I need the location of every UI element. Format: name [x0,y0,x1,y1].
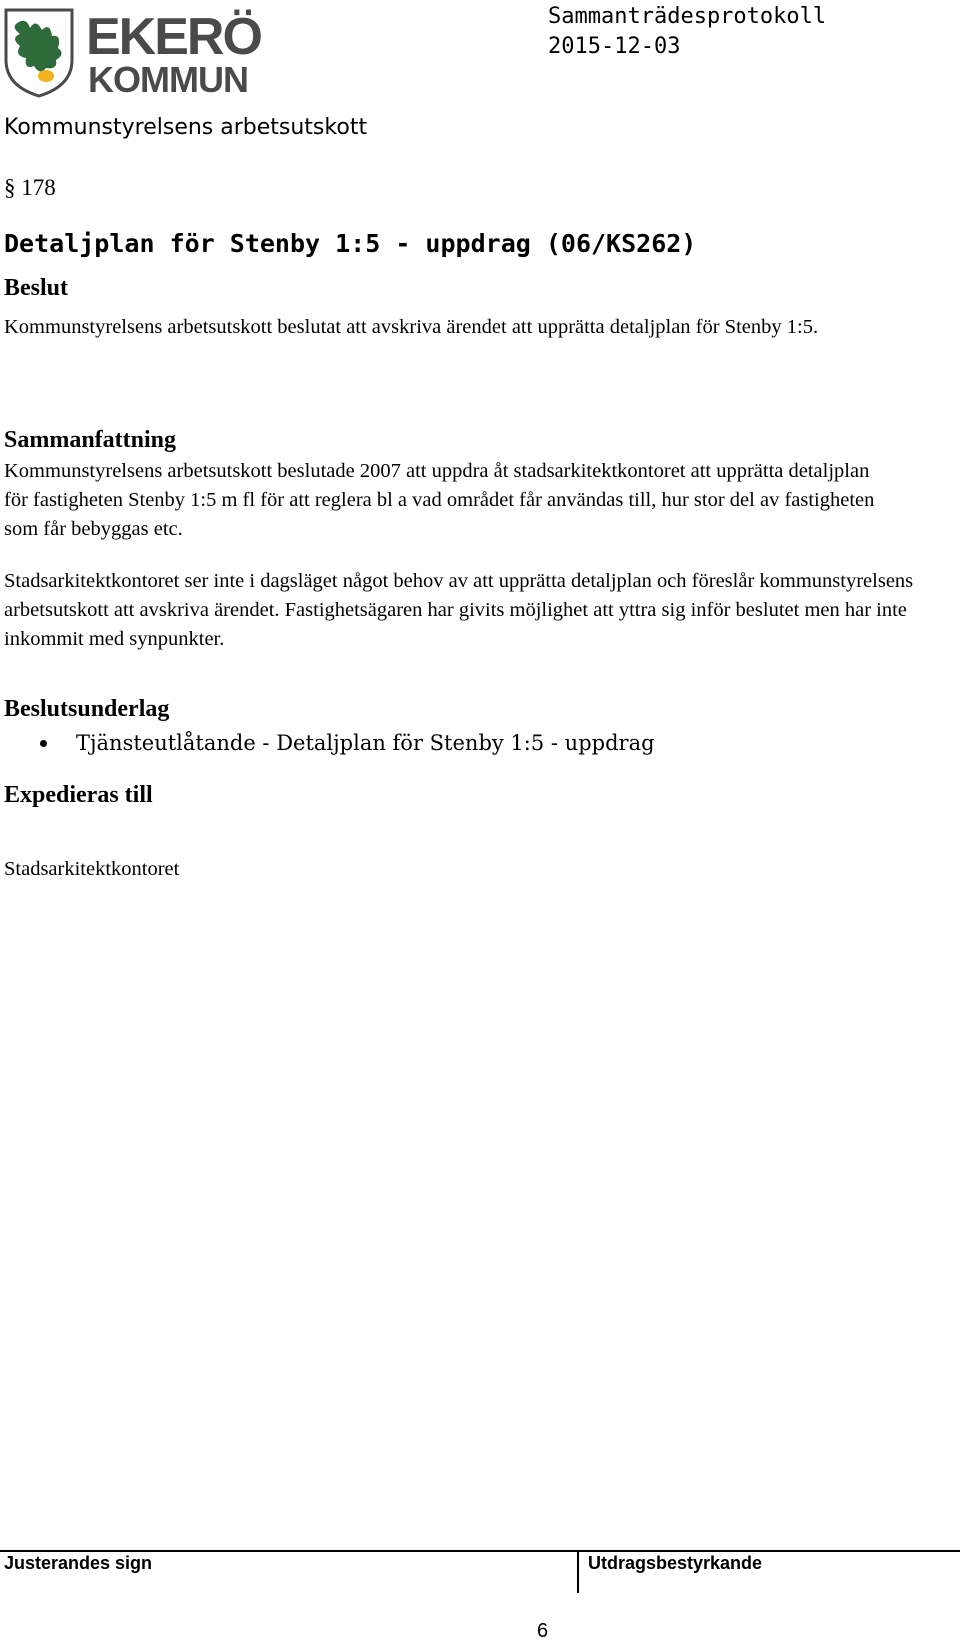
document-type: Sammanträdesprotokoll [548,4,827,29]
committee-name: Kommunstyrelsens arbetsutskott [4,115,368,140]
logo-graphic [2,2,262,98]
bullet-icon [40,740,47,747]
document-header [548,2,826,62]
footer-rule [0,1550,960,1552]
signature-label: Justerandes sign [4,1553,153,1573]
case-title: Detaljplan för Stenby 1:5 - uppdrag (06/KS262) [4,229,697,258]
meeting-date: 2015-12-03 [548,34,681,59]
ekero-kommun-logo [2,2,262,98]
beslut-text: Kommunstyrelsens arbetsutskott beslutat att avskriva ärendet att upprätta detaljplan för Stenby 1:5. [4,316,819,338]
list-item [40,728,655,758]
logo-word-ekero: EKERÖ [86,8,261,66]
logo-word-kommun: KOMMUN [88,59,248,98]
certification-label: Utdragsbestyrkande [588,1553,763,1573]
acorn-icon [38,70,54,82]
heading-sammanfattning: Sammanfattning [4,427,177,453]
heading-beslut: Beslut [4,275,69,301]
expedieras-recipient: Stadsarkitektkontoret [4,858,180,880]
list-item-text: Tjänsteutlåtande - Detaljplan för Stenby 1:5 - uppdrag [76,731,655,755]
page-number: 6 [536,1620,549,1642]
sammanfattning-paragraph-2: Stadsarkitektkontoret ser inte i dagsläget något behov av att upprätta detaljplan och föreslår kommunstyrelsens arbetsutskott att avskriva ärendet. Fastighetsägaren har givits möjlighet att yttra sig inför beslutet men har inte inkommit med synpunkter. [4,570,914,650]
heading-beslutsunderlag: Beslutsunderlag [4,696,170,722]
beslutsunderlag-list [40,728,655,758]
paragraph-number: § 178 [4,175,56,200]
footer-divider [577,1551,579,1593]
heading-expedieras-till: Expedieras till [4,782,153,808]
sammanfattning-paragraph-1: Kommunstyrelsens arbetsutskott beslutade 2007 att uppdra åt stadsarkitektkontoret att upprätta detaljplan för fastigheten Stenby 1:5 m fl för att reglera bl a vad området får användas till, hur stor del av fastigheten som får bebyggas etc. [4,460,875,540]
